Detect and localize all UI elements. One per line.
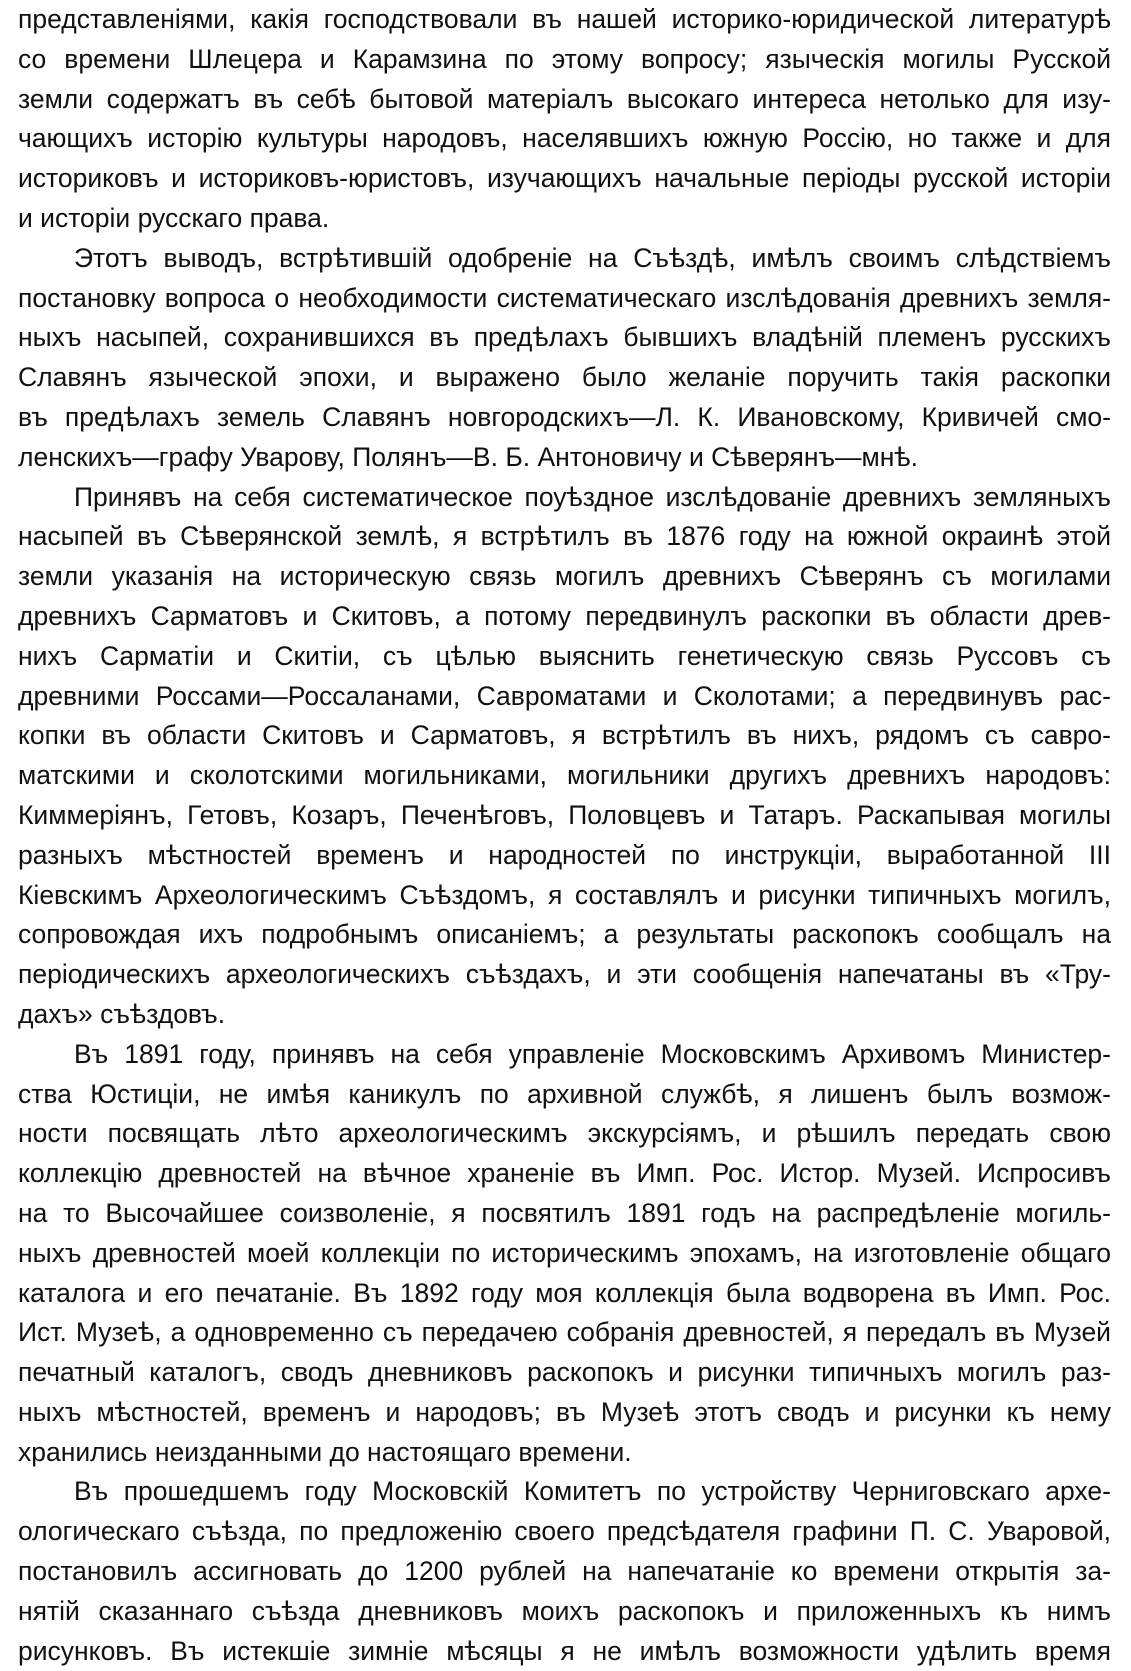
text-line: каталога и его печатаніе. Въ 1892 году моя коллекція была водворена въ Имп. Рос.: [18, 1277, 1111, 1308]
text-line: рисунковъ. Въ истекшіе зимніе мѣсяцы я не имѣлъ возможности удѣлить время: [18, 1635, 1111, 1666]
text-line: Этотъ выводъ, встрѣтившій одобреніе на Съѣздѣ, имѣлъ своимъ слѣдствіемъ: [74, 242, 1111, 273]
text-line: ологическаго съѣзда, по предложенію своего предсѣдателя графини П. С. Уваровой,: [18, 1516, 1111, 1547]
text-line: сопровождая ихъ подробнымъ описаніемъ; а результаты раскопокъ сообщалъ на: [18, 919, 1111, 950]
text-line: ныхъ мѣстностей, временъ и народовъ; въ Музеѣ этотъ сводъ и рисунки къ нему: [18, 1396, 1111, 1427]
text-line: нятій сказаннаго съѣзда дневниковъ моихъ раскопокъ и приложенныхъ къ нимъ: [18, 1595, 1111, 1626]
document-text: [18, 0, 1111, 1671]
text-line: коллекцію древностей на вѣчное храненіе въ Имп. Рос. Истор. Музей. Испросивъ: [18, 1158, 1111, 1189]
paragraph: [18, 239, 1111, 478]
text-line: чающихъ исторію культуры народовъ, населявшихъ южную Россію, но также и для: [18, 123, 1111, 154]
text-line: Ист. Музеѣ, а одновременно съ передачею собранія древностей, я передалъ въ Музей: [18, 1317, 1111, 1348]
text-line: матскими и сколотскими могильниками, могильники другихъ древнихъ народовъ:: [18, 760, 1111, 791]
text-line: историковъ и историковъ-юристовъ, изучающихъ начальные періоды русской исторіи: [18, 163, 1111, 194]
text-line: Кіевскимъ Археологическимъ Съѣздомъ, я составлялъ и рисунки типичныхъ могилъ,: [18, 879, 1111, 910]
text-line: въ предѣлахъ земель Славянъ новгородскихъ—Л. К. Ивановскому, Кривичей смо-: [18, 401, 1111, 432]
text-line: ныхъ древностей моей коллекціи по историческимъ эпохамъ, на изготовленіе общаго: [18, 1237, 1111, 1268]
paragraph: [18, 1035, 1111, 1473]
text-line: постановилъ ассигновать до 1200 рублей на напечатаніе ко времени открытія за-: [18, 1556, 1111, 1587]
text-line: ства Юстиціи, не имѣя каникулъ по архивной службѣ, я лишенъ былъ возмож-: [18, 1078, 1111, 1109]
text-line: ленскихъ—графу Уварову, Полянъ—В. Б. Антоновичу и Сѣверянъ—мнѣ.: [18, 441, 919, 472]
text-line: Въ прошедшемъ году Московскій Комитетъ по устройству Черниговскаго архе-: [74, 1476, 1111, 1507]
text-line: древними Россами—Россаланами, Савроматами и Сколотами; а передвинувъ рас-: [18, 680, 1111, 711]
text-line: разныхъ мѣстностей временъ и народностей по инструкціи, выработанной III: [18, 839, 1111, 870]
text-line: представленіями, какія господствовали въ нашей историко-юридической литературѣ: [18, 4, 1111, 34]
text-line: ности посвящать лѣто археологическимъ экскурсіямъ, и рѣшилъ передать свою: [18, 1118, 1111, 1149]
text-line: постановку вопроса о необходимости систематическаго изслѣдованія древнихъ земля-: [18, 282, 1111, 313]
text-line: Киммеріянъ, Гетовъ, Козаръ, Печенѣговъ, Половцевъ и Татаръ. Раскапывая могилы: [18, 799, 1111, 830]
text-line: на то Высочайшее соизволеніе, я посвятилъ 1891 годъ на распредѣленіе могиль-: [18, 1197, 1111, 1228]
text-line: земли указанія на историческую связь могилъ древнихъ Сѣверянъ съ могилами: [18, 561, 1111, 592]
text-line: Въ 1891 году, принявъ на себя управленіе Московскимъ Архивомъ Министер-: [74, 1038, 1111, 1069]
text-line: копки въ области Скитовъ и Сарматовъ, я встрѣтилъ въ нихъ, рядомъ съ савро-: [18, 720, 1111, 751]
text-line: ныхъ насыпей, сохранившихся въ предѣлахъ бывшихъ владѣній племенъ русскихъ: [18, 322, 1111, 353]
text-line: древнихъ Сарматовъ и Скитовъ, а потому передвинулъ раскопки въ области древ-: [18, 600, 1111, 631]
text-line: насыпей въ Сѣверянской землѣ, я встрѣтилъ въ 1876 году на южной окраинѣ этой: [18, 521, 1111, 552]
text-line: нихъ Сарматіи и Скитіи, съ цѣлью выяснить генетическую связь Руссовъ съ: [18, 640, 1111, 671]
text-line: со времени Шлецера и Карамзина по этому вопросу; языческія могилы Русской: [18, 43, 1111, 74]
text-line: земли содержатъ въ себѣ бытовой матеріалъ высокаго интереса нетолько для изу-: [18, 83, 1111, 114]
paragraph: [18, 478, 1111, 1035]
text-line: Принявъ на себя систематическое поуѣздное изслѣдованіе древнихъ земляныхъ: [74, 481, 1111, 512]
text-line: хранились неизданными до настоящаго времени.: [18, 1436, 632, 1467]
paragraph: [18, 1472, 1111, 1671]
text-line: печатный каталогъ, сводъ дневниковъ раскопокъ и рисунки типичныхъ могилъ раз-: [18, 1357, 1111, 1388]
text-line: дахъ» съѣздовъ.: [18, 998, 226, 1029]
text-line: и исторіи русскаго права.: [18, 202, 330, 233]
text-line: періодическихъ археологическихъ съѣздахъ, и эти сообщенія напечатаны въ «Тру-: [18, 959, 1111, 990]
paragraph: [18, 0, 1111, 239]
text-line: Славянъ языческой эпохи, и выражено было желаніе поручить такія раскопки: [18, 362, 1111, 393]
